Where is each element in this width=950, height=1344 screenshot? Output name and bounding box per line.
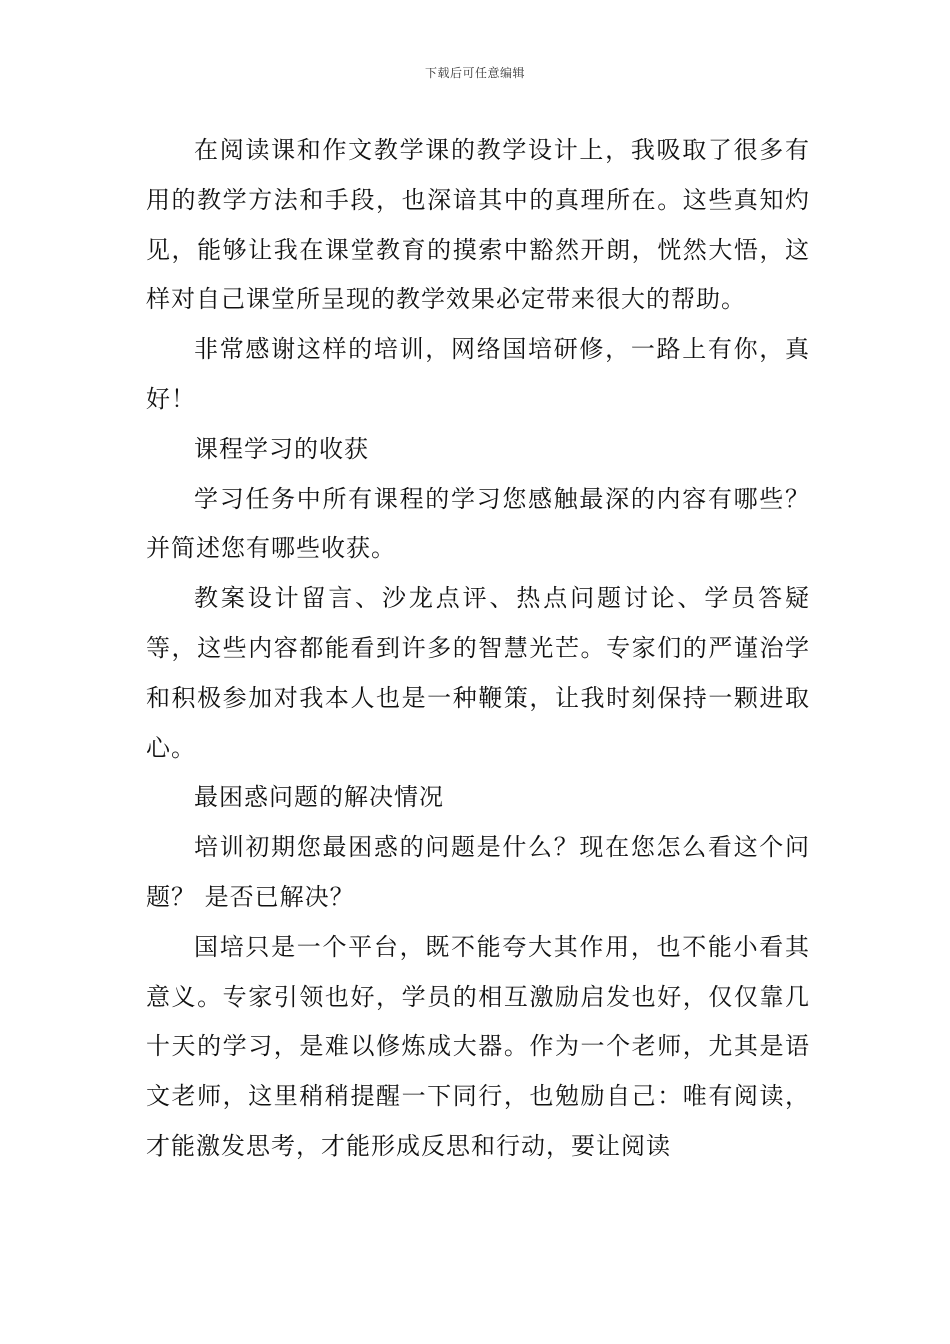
answer-confusion: 国培只是一个平台，既不能夸大其作用，也不能小看其意义。专家引领也好，学员的相互激励启发也好，仅仅靠几十天的学习，是难以修炼成大器。作为一个老师，尤其是语文老师，这里稍稍提醒一下同行，也勉励自己：唯有阅读，才能激发思考，才能形成反思和行动，要让阅读	[146, 932, 810, 1160]
page-header: 下载后可任意编辑	[424, 66, 525, 80]
paragraph-teaching-design: 在阅读课和作文教学课的教学设计上，我吸取了很多有用的教学方法和手段，也深谙其中的真理所在。这些真知灼见，能够让我在课堂教育的摸索中豁然开朗，恍然大悟，这样对自己课堂所呈现的教学效果必定带来很大的帮助。	[146, 136, 810, 314]
section-heading-confusion: 最困惑问题的解决情况	[194, 783, 444, 812]
question-confusion: 培训初期您最困惑的问题是什么？现在您怎么看这个问题？ 是否已解决？	[146, 833, 810, 911]
document-body	[146, 126, 810, 1172]
answer-course-gains: 教案设计留言、沙龙点评、热点问题讨论、学员答疑等，这些内容都能看到许多的智慧光芒。专家们的严谨治学和积极参加对我本人也是一种鞭策，让我时刻保持一颗进取心。	[146, 584, 810, 762]
section-heading-course-gains: 课程学习的收获	[194, 434, 369, 463]
question-course-gains: 学习任务中所有课程的学习您感触最深的内容有哪些？并简述您有哪些收获。	[146, 484, 810, 563]
paragraph-thanks: 非常感谢这样的培训，网络国培研修，一路上有你，真好！	[146, 335, 810, 413]
